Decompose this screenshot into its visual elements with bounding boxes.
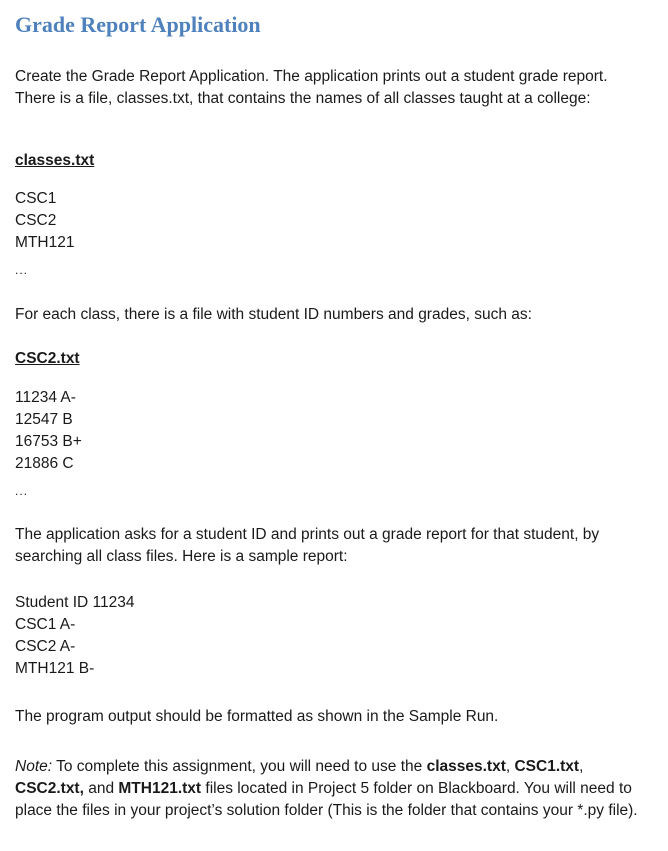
note-file-classes: classes.txt xyxy=(426,758,506,775)
file-line: MTH121 xyxy=(15,234,75,251)
report-line: CSC1 A- xyxy=(15,616,76,633)
note-paragraph xyxy=(15,756,647,822)
sample-report xyxy=(15,592,135,680)
per-class-paragraph: For each class, there is a file with student ID numbers and grades, such as: xyxy=(15,306,532,323)
report-line: MTH121 B- xyxy=(15,660,95,677)
file-line: 21886 C xyxy=(15,455,74,472)
file-line: 12547 B xyxy=(15,411,73,428)
classes-file-contents xyxy=(15,188,74,254)
report-line: Student ID 11234 xyxy=(15,594,135,611)
note-file-mth121: MTH121.txt xyxy=(118,780,202,797)
page-title: Grade Report Application xyxy=(15,12,261,37)
note-label: Note: xyxy=(15,758,53,775)
file-line: CSC1 xyxy=(15,190,57,207)
file-line: 16753 B+ xyxy=(15,433,82,450)
file-line: 11234 A- xyxy=(15,389,76,406)
note-separator: , xyxy=(579,758,584,775)
csc2-file-contents xyxy=(15,387,82,475)
csc2-file-heading: CSC2.txt xyxy=(15,350,80,367)
note-file-csc1: CSC1.txt xyxy=(514,758,580,775)
intro-paragraph: Create the Grade Report Application. The application prints out a student grade report. There is a file, classes.txt, that contains the names of all classes taught at a college: xyxy=(15,68,608,107)
classes-file-heading: classes.txt xyxy=(15,152,95,169)
note-separator: , xyxy=(505,758,515,775)
csc2-file-ellipsis: ... xyxy=(15,484,29,498)
note-text: files located in Project 5 folder on Blackboard. You will need to place the files in your project’s solution folder (This is the folder that contains your *.py file). xyxy=(15,780,638,819)
report-line: CSC2 A- xyxy=(15,638,76,655)
classes-file-ellipsis: ... xyxy=(15,263,29,277)
note-file-csc2: CSC2.txt, xyxy=(15,780,84,797)
file-line: CSC2 xyxy=(15,212,57,229)
app-description-paragraph: The application asks for a student ID and prints out a grade report for that student, by searching all class files. Here is a sample report: xyxy=(15,526,600,565)
note-separator: and xyxy=(83,780,119,797)
note-text: To complete this assignment, you will need to use the xyxy=(52,758,427,775)
output-note-paragraph: The program output should be formatted as shown in the Sample Run. xyxy=(15,708,499,725)
